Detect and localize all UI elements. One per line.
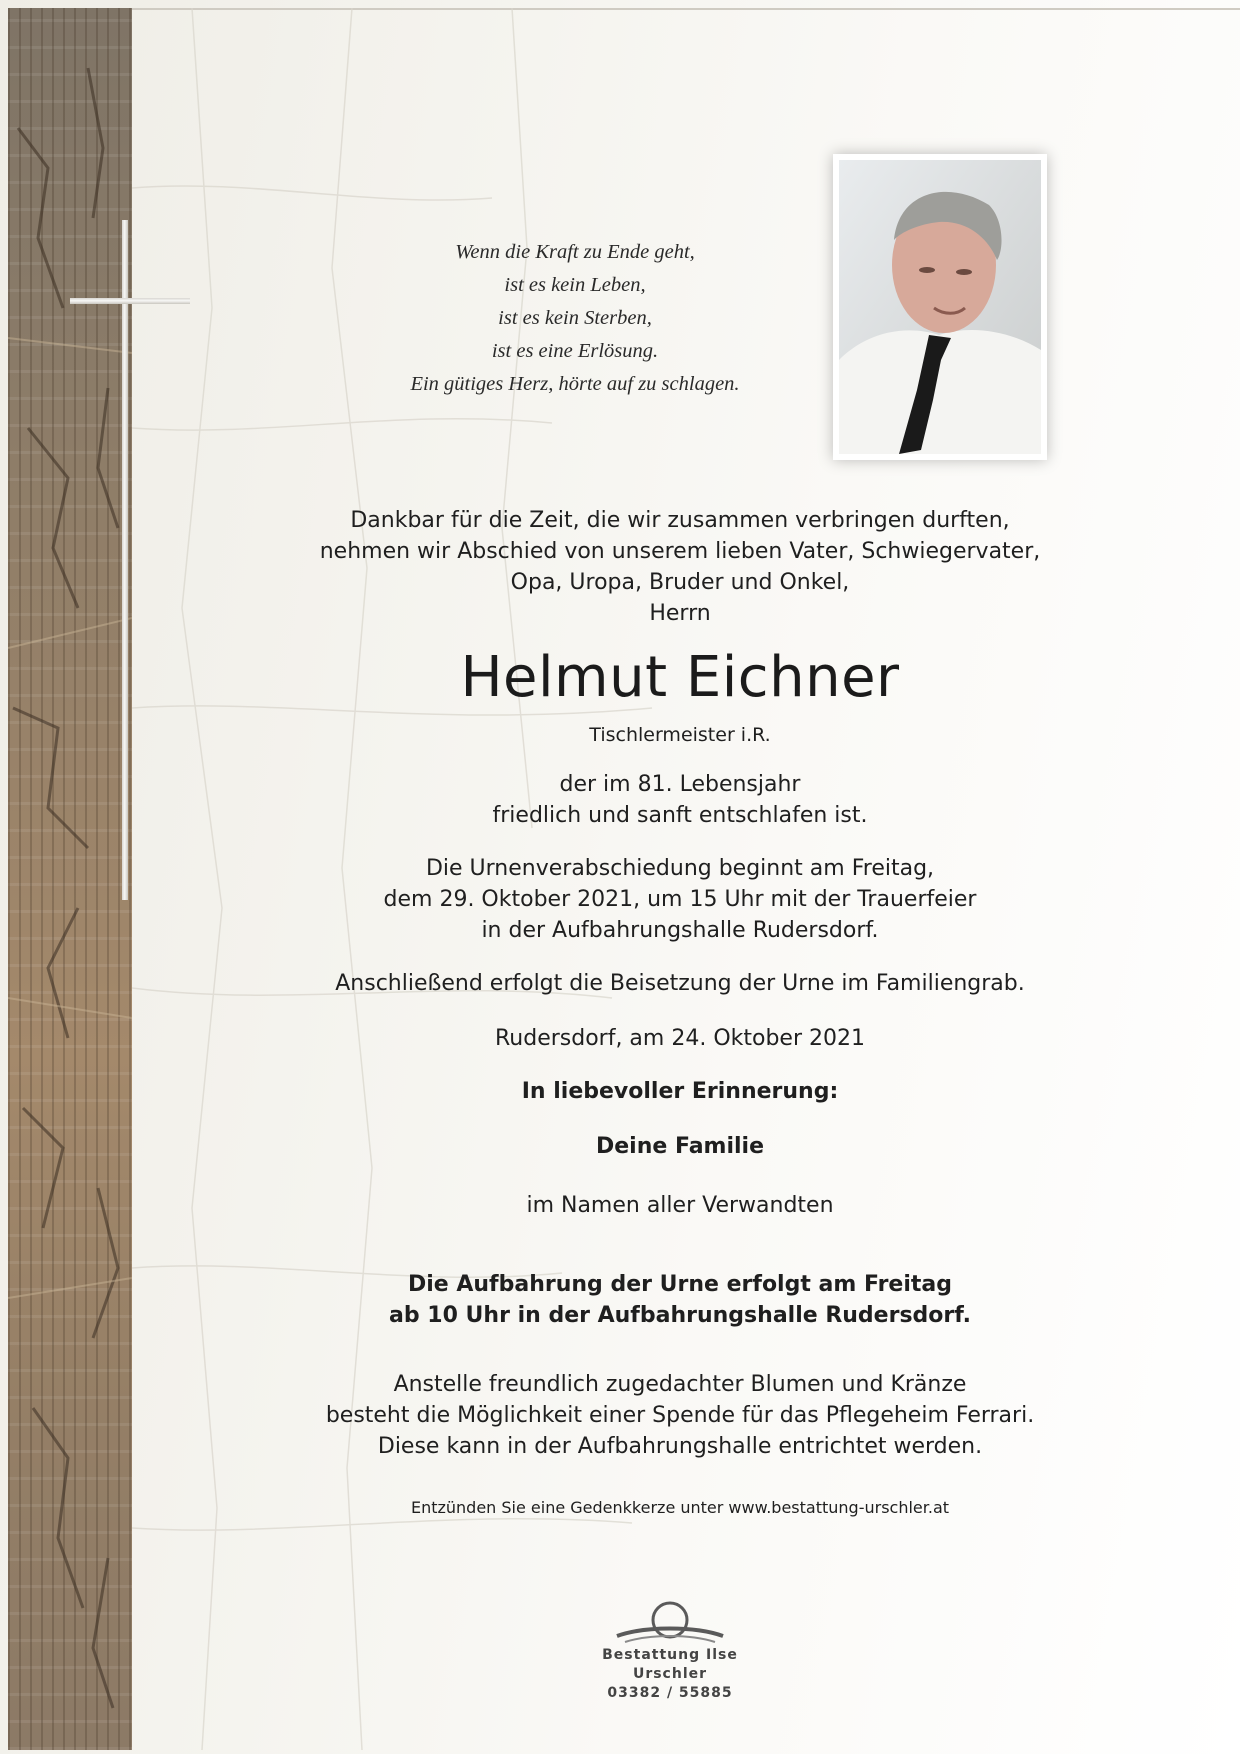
relatives-text: im Namen aller Verwandten [526, 1193, 834, 1218]
obituary-text [300, 505, 1060, 1520]
cross-vertical-bar [122, 220, 128, 900]
cross-horizontal-bar [70, 298, 190, 304]
family-signature: Deine Familie [595, 1134, 765, 1159]
deceased-title: Tischlermeister i.R. [589, 724, 771, 746]
burial-text: Anschließend erfolgt die Beisetzung der Urne im Familiengrab. [335, 971, 1025, 996]
cross-symbol [70, 220, 190, 900]
memory-heading: In liebevoller Erinnerung: [521, 1079, 839, 1104]
viewing-notice: Die Aufbahrung der Urne erfolgt am Freitag ab 10 Uhr in der Aufbahrungshalle Rudersdorf. [389, 1272, 971, 1328]
deceased-name: Helmut Eichner [460, 645, 900, 710]
ceremony-text: Die Urnenverabschiedung beginnt am Freitag, dem 29. Oktober 2021, um 15 Uhr mit der Trauerfeier in der Aufbahrungshalle Rudersdorf. [383, 856, 977, 943]
verse-line: ist es eine Erlösung. [491, 340, 659, 362]
funeral-home-logo [575, 1600, 765, 1750]
verse-line: Wenn die Kraft zu Ende geht, [455, 241, 695, 263]
verse-line: ist es kein Sterben, [498, 307, 652, 329]
verse-line: ist es kein Leben, [504, 274, 646, 296]
funeral-home-name: Bestattung Ilse Urschler [602, 1647, 738, 1682]
intro-text: Dankbar für die Zeit, die wir zusammen verbringen durften, nehmen wir Abschied von unserem lieben Vater, Schwiegervater, Opa, Uropa, Bruder und Onkel, Herrn [319, 508, 1041, 626]
funeral-home-phone: 03382 / 55885 [607, 1685, 733, 1701]
memorial-verse [340, 236, 810, 401]
age-text: der im 81. Lebensjahr friedlich und sanft entschlafen ist. [492, 772, 868, 828]
portrait-photo [833, 154, 1047, 460]
candle-notice: Entzünden Sie eine Gedenkkerze unter www.bestattung-urschler.at [410, 1498, 950, 1517]
verse-line: Ein gütiges Herz, hörte auf zu schlagen. [410, 373, 740, 395]
logo-emblem-icon [615, 1600, 725, 1646]
place-date: Rudersdorf, am 24. Oktober 2021 [494, 1026, 865, 1051]
donation-notice: Anstelle freundlich zugedachter Blumen und Kränze besteht die Möglichkeit einer Spende für das Pflegeheim Ferrari. Diese kann in der Aufbahrungshalle entrichtet werden. [325, 1372, 1035, 1459]
